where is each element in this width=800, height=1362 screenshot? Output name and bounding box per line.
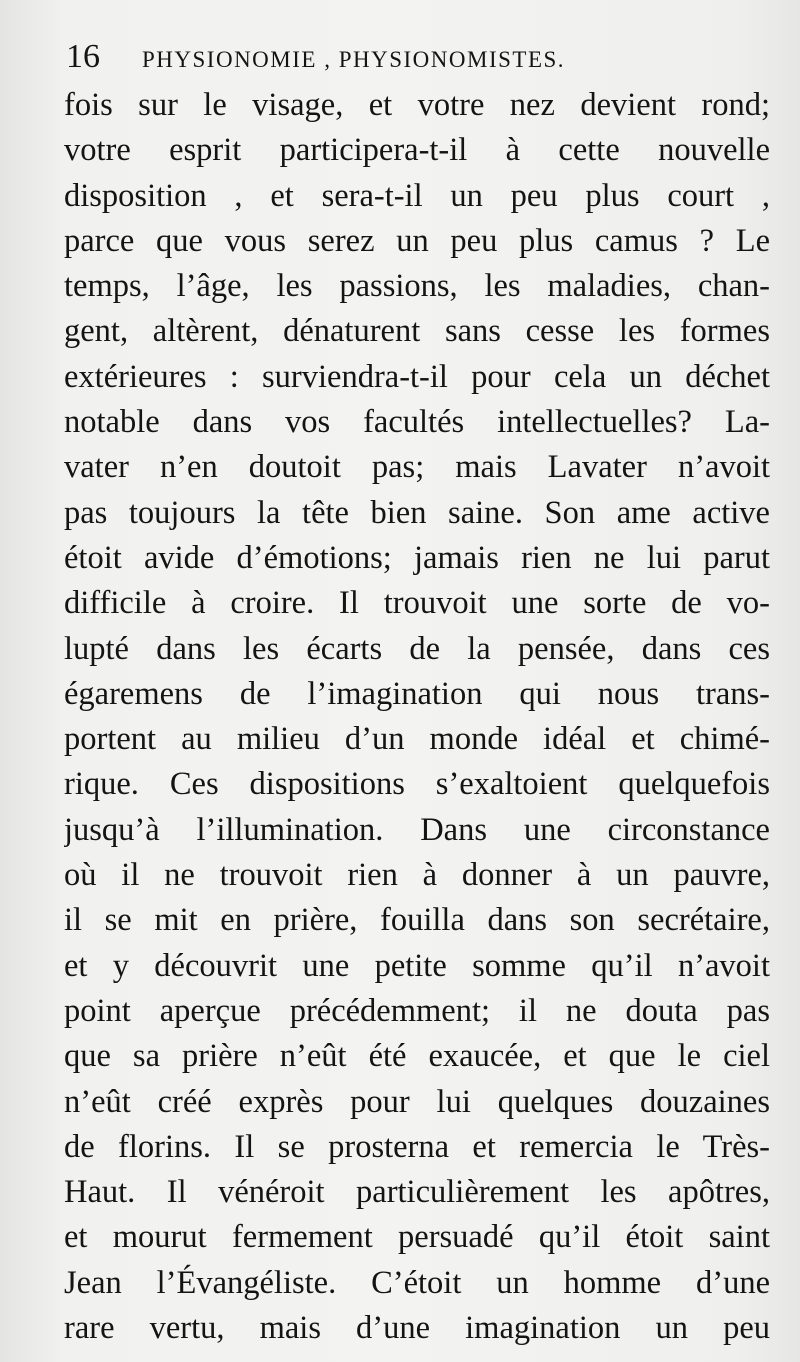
text-line: que sa prière n’eût été exaucée, et que le ciel	[64, 1038, 770, 1075]
text-line: rare vertu, mais d’une imagination un peu	[64, 1310, 770, 1347]
body-text	[64, 83, 770, 1351]
text-line: n’eût créé exprès pour lui quelques douzaines	[64, 1083, 770, 1120]
text-line: Haut. Il vénéroit particulièrement les apôtres,	[64, 1174, 770, 1211]
text-line: de florins. Il se prosterna et remercia le Très-	[64, 1128, 770, 1165]
text-line: extérieures : surviendra-t-il pour cela un déchet	[64, 358, 770, 395]
page-header	[66, 38, 760, 82]
running-title: PHYSIONOMIE , PHYSIONOMISTES.	[142, 47, 566, 72]
text-line: gent, altèrent, dénaturent sans cesse les formes	[64, 313, 770, 350]
text-line: notable dans vos facultés intellectuelles? La-	[64, 404, 770, 441]
text-line: difficile à croire. Il trouvoit une sorte de vo-	[64, 585, 770, 622]
text-line: Jean l’Évangéliste. C’étoit un homme d’une	[64, 1264, 770, 1301]
text-line: où il ne trouvoit rien à donner à un pauvre,	[64, 857, 770, 894]
text-line: point aperçue précédemment; il ne douta pas	[64, 992, 770, 1029]
text-line: portent au milieu d’un monde idéal et chimé-	[64, 721, 770, 758]
text-line: disposition , et sera-t-il un peu plus court ,	[64, 177, 770, 214]
text-line: parce que vous serez un peu plus camus ? Le	[64, 222, 770, 259]
text-line: temps, l’âge, les passions, les maladies, chan-	[64, 268, 770, 305]
text-line: jusqu’à l’illumination. Dans une circonstance	[64, 811, 770, 848]
text-line: lupté dans les écarts de la pensée, dans ces	[64, 630, 770, 667]
text-line: il se mit en prière, fouilla dans son secrétaire,	[64, 902, 770, 939]
text-line: rique. Ces dispositions s’exaltoient quelquefois	[64, 766, 770, 803]
text-line: étoit avide d’émotions; jamais rien ne lui parut	[64, 539, 770, 576]
text-line: vater n’en doutoit pas; mais Lavater n’avoit	[64, 449, 770, 486]
text-line: et mourut fermement persuadé qu’il étoit saint	[64, 1219, 770, 1256]
page-number: 16	[66, 38, 100, 75]
text-line: pas toujours la tête bien saine. Son ame active	[64, 494, 770, 531]
text-line: égaremens de l’imagination qui nous trans-	[64, 675, 770, 712]
text-line: votre esprit participera-t-il à cette nouvelle	[64, 132, 770, 169]
text-line: fois sur le visage, et votre nez devient rond;	[64, 87, 770, 123]
text-line: et y découvrit une petite somme qu’il n’avoit	[64, 947, 770, 984]
